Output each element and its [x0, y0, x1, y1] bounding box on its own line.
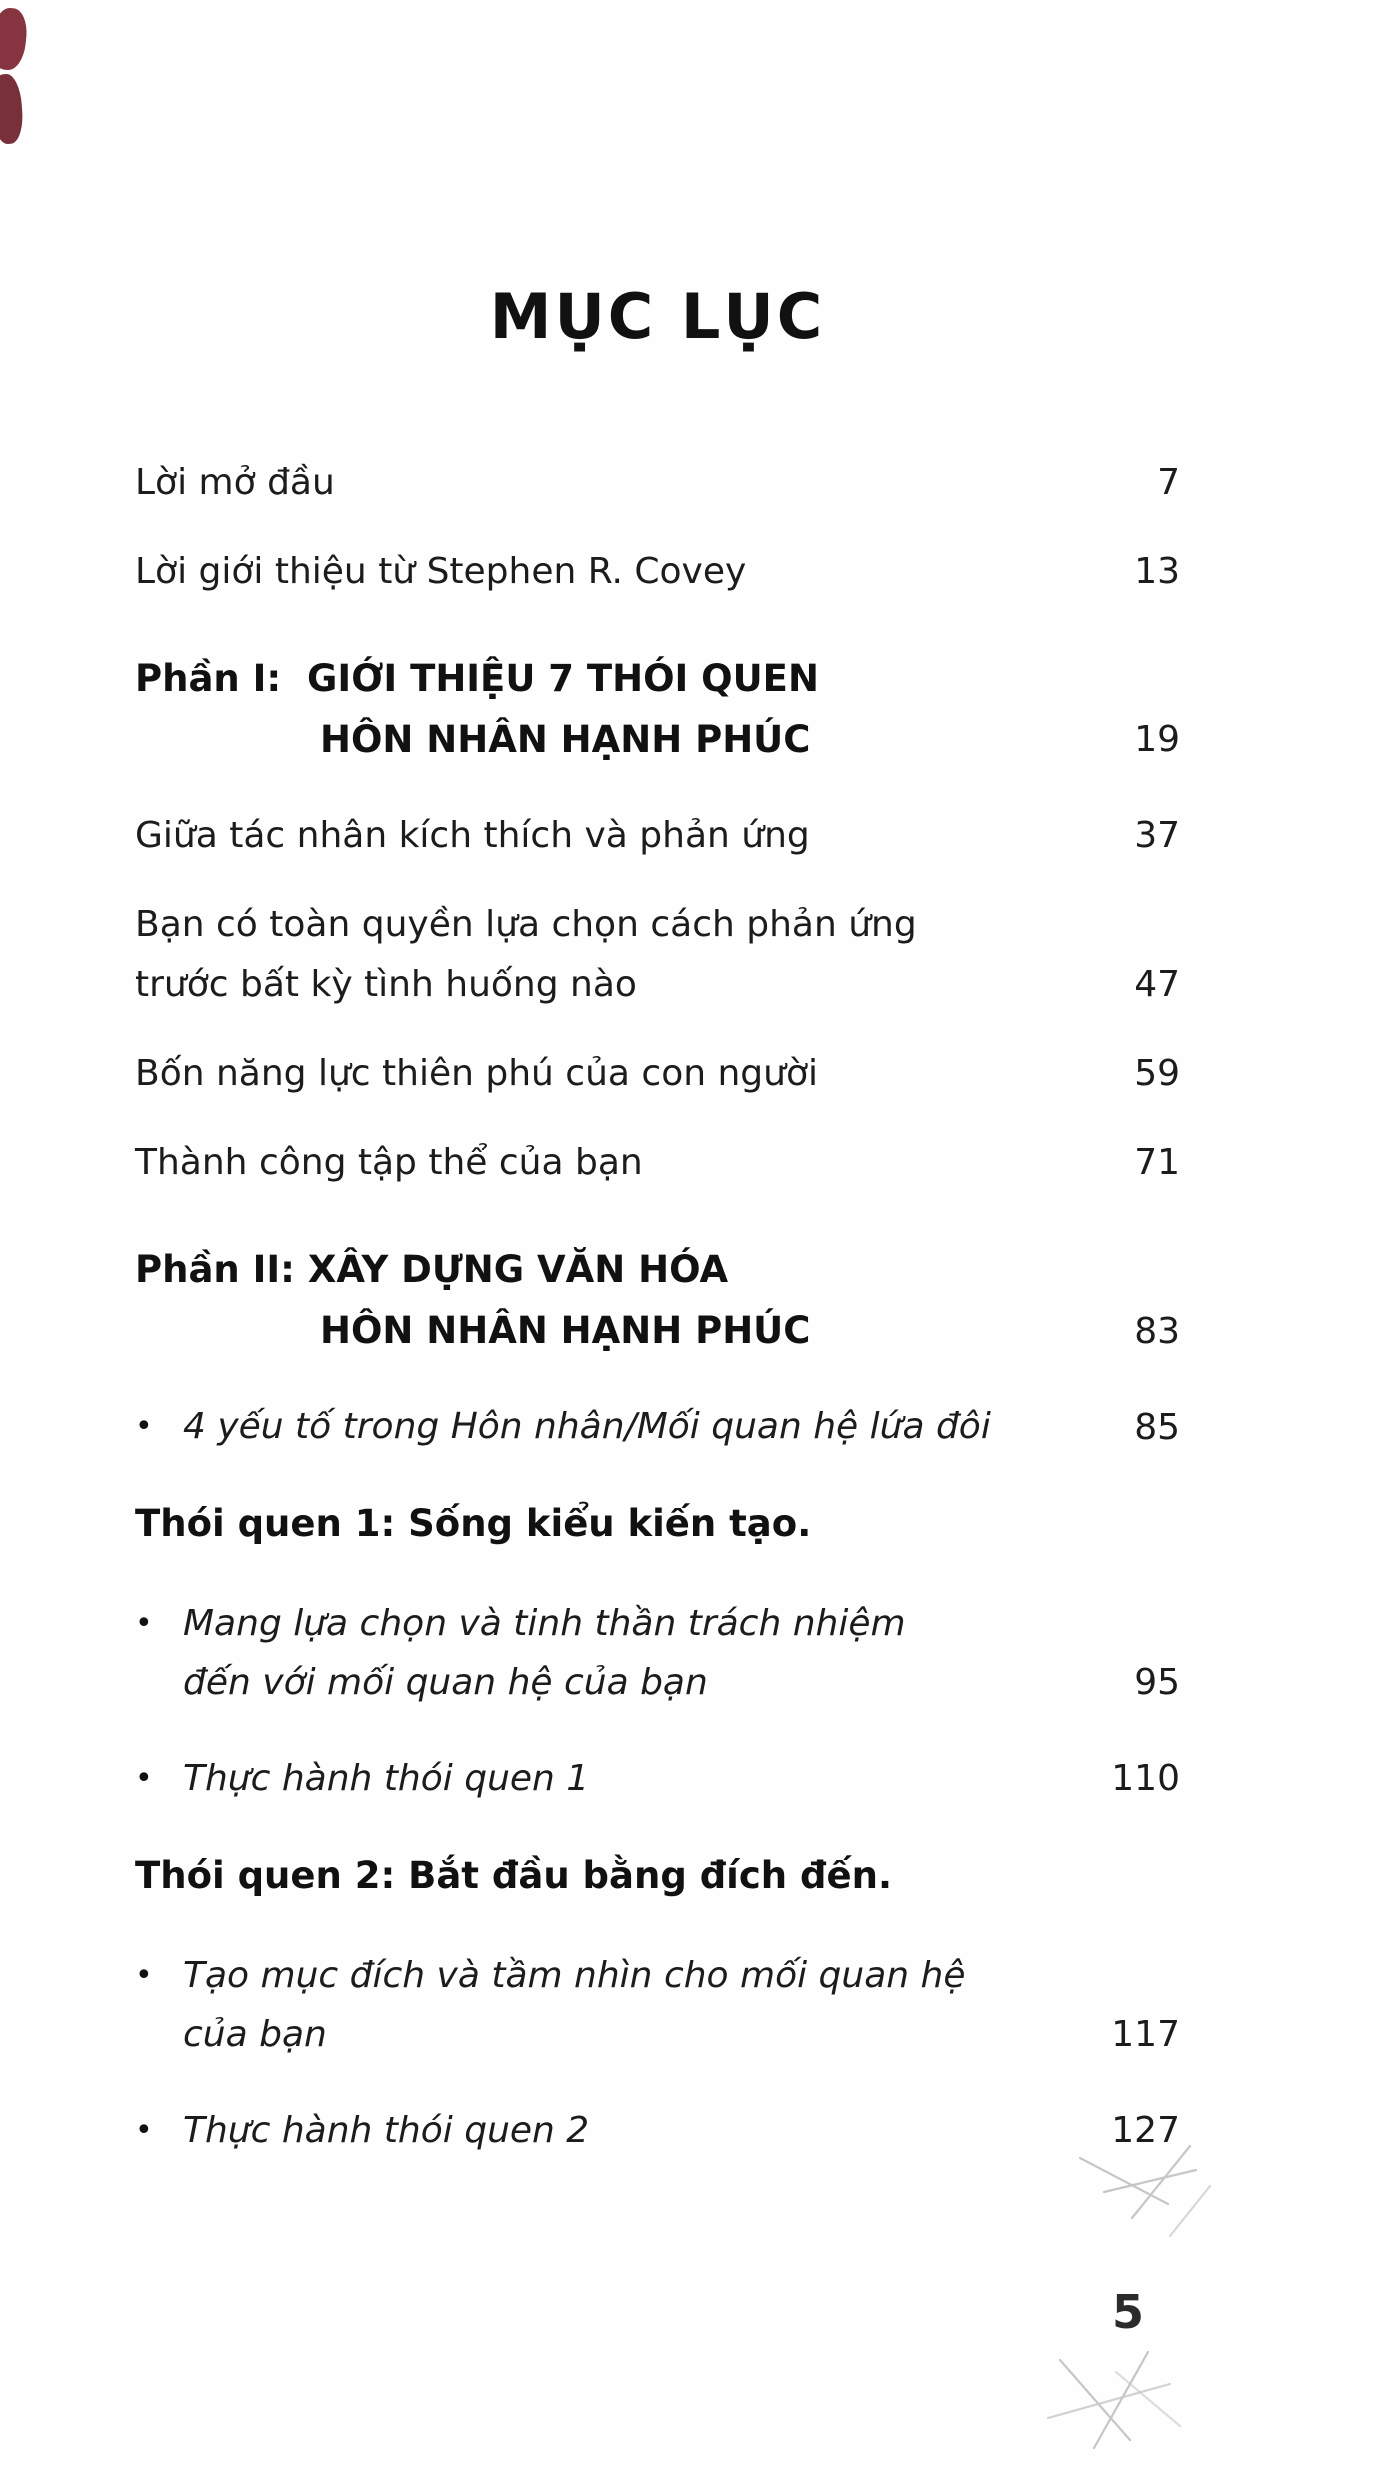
toc-habit-2-heading: [135, 1845, 1180, 1906]
page-title: MỤC LỤC: [489, 280, 826, 353]
entry-label: [135, 1493, 1180, 1554]
entry-line: HÔN NHÂN HẠNH PHÚC: [320, 1308, 811, 1352]
page-number: 117: [1111, 2014, 1180, 2056]
page-number: 95: [1134, 1662, 1180, 1704]
entry-line: Thành công tập thể của bạn: [135, 1142, 643, 1184]
toc-entry: [135, 453, 1180, 512]
toc-section-part2: [135, 1239, 1180, 1361]
pencil-scribble: [1020, 2140, 1280, 2460]
page-number: 71: [1134, 1142, 1180, 1184]
page-number: 110: [1111, 1758, 1180, 1800]
entry-label: [135, 1594, 1070, 1713]
entry-line: Mang lựa chọn và tinh thần trách nhiệm: [183, 1602, 906, 1644]
toc-entry: [135, 895, 1180, 1014]
entry-line: Bạn có toàn quyền lựa chọn cách phản ứng: [135, 904, 917, 946]
entry-line: Thói quen 1: Sống kiểu kiến tạo.: [135, 1501, 812, 1545]
entry-label: [135, 1239, 1070, 1361]
entry-line: Thói quen 2: Bắt đầu bằng đích đến.: [135, 1853, 893, 1897]
entry-label: [135, 806, 1070, 865]
entry-label: [135, 1133, 1070, 1192]
toc-bullet-entry: [135, 1749, 1180, 1809]
entry-line: 4 yếu tố trong Hôn nhân/Mối quan hệ lứa đôi: [183, 1405, 991, 1447]
entry-label: [135, 1946, 1070, 2065]
entry-lines: [183, 1397, 1070, 1456]
page-number: 19: [1134, 719, 1180, 761]
toc-entry: [135, 542, 1180, 601]
bullet-icon: •: [135, 1957, 153, 1993]
entry-label: [135, 1845, 1180, 1906]
toc-section-part1: [135, 648, 1180, 770]
entry-label: [135, 1044, 1070, 1103]
page-number: 85: [1134, 1406, 1180, 1448]
toc-entry: [135, 1044, 1180, 1103]
entry-line: Lời giới thiệu từ Stephen R. Covey: [135, 551, 747, 593]
bullet-icon: •: [135, 1760, 153, 1796]
page-number: 127: [1111, 2110, 1180, 2152]
entry-line: Bốn năng lực thiên phú của con người: [135, 1053, 818, 1095]
page-number: 47: [1134, 963, 1180, 1005]
entry-lines: [183, 2101, 1070, 2160]
toc-bullet-entry: [135, 1594, 1180, 1713]
page-number: 7: [1157, 462, 1180, 503]
toc-bullet-entry: [135, 1397, 1180, 1457]
entry-label: [135, 1397, 1070, 1457]
toc-list: [135, 453, 1180, 2161]
page-number: 83: [1134, 1310, 1180, 1352]
entry-lines: [183, 1749, 1070, 1808]
entry-line: Thực hành thói quen 2: [183, 2109, 590, 2151]
entry-line: đến với mối quan hệ của bạn: [183, 1662, 708, 1704]
page-number: 59: [1134, 1053, 1180, 1095]
entry-line: Thực hành thói quen 1: [183, 1757, 590, 1799]
entry-lines: [183, 1946, 1070, 2065]
bullet-icon: •: [135, 1408, 153, 1444]
page-number: 13: [1134, 551, 1180, 593]
toc-entry: [135, 806, 1180, 865]
entry-line: Phần II: XÂY DỰNG VĂN HÓA: [135, 1247, 729, 1291]
entry-line: HÔN NHÂN HẠNH PHÚC: [320, 717, 811, 761]
entry-line: trước bất kỳ tình huống nào: [135, 963, 637, 1005]
toc-bullet-entry: [135, 1946, 1180, 2065]
entry-label: [135, 895, 1070, 1014]
entry-lines: [183, 1594, 1070, 1713]
toc-entry: [135, 1133, 1180, 1192]
entry-line: của bạn: [183, 2014, 327, 2056]
entry-line: Lời mở đầu: [135, 462, 335, 503]
entry-label: [135, 453, 1070, 512]
entry-label: [135, 2101, 1070, 2161]
entry-label: [135, 542, 1070, 601]
toc-habit-1-heading: [135, 1493, 1180, 1554]
bullet-icon: •: [135, 2112, 153, 2148]
entry-line: Tạo mục đích và tầm nhìn cho mối quan hệ: [183, 1954, 966, 1996]
page-number: 37: [1134, 814, 1180, 856]
entry-line: Giữa tác nhân kích thích và phản ứng: [135, 814, 810, 856]
entry-label: [135, 1749, 1070, 1809]
entry-line: Phần I: GIỚI THIỆU 7 THÓI QUEN: [135, 656, 819, 700]
bullet-icon: •: [135, 1605, 153, 1641]
entry-label: [135, 648, 1070, 770]
footer-page-number: 5: [1112, 2285, 1145, 2339]
